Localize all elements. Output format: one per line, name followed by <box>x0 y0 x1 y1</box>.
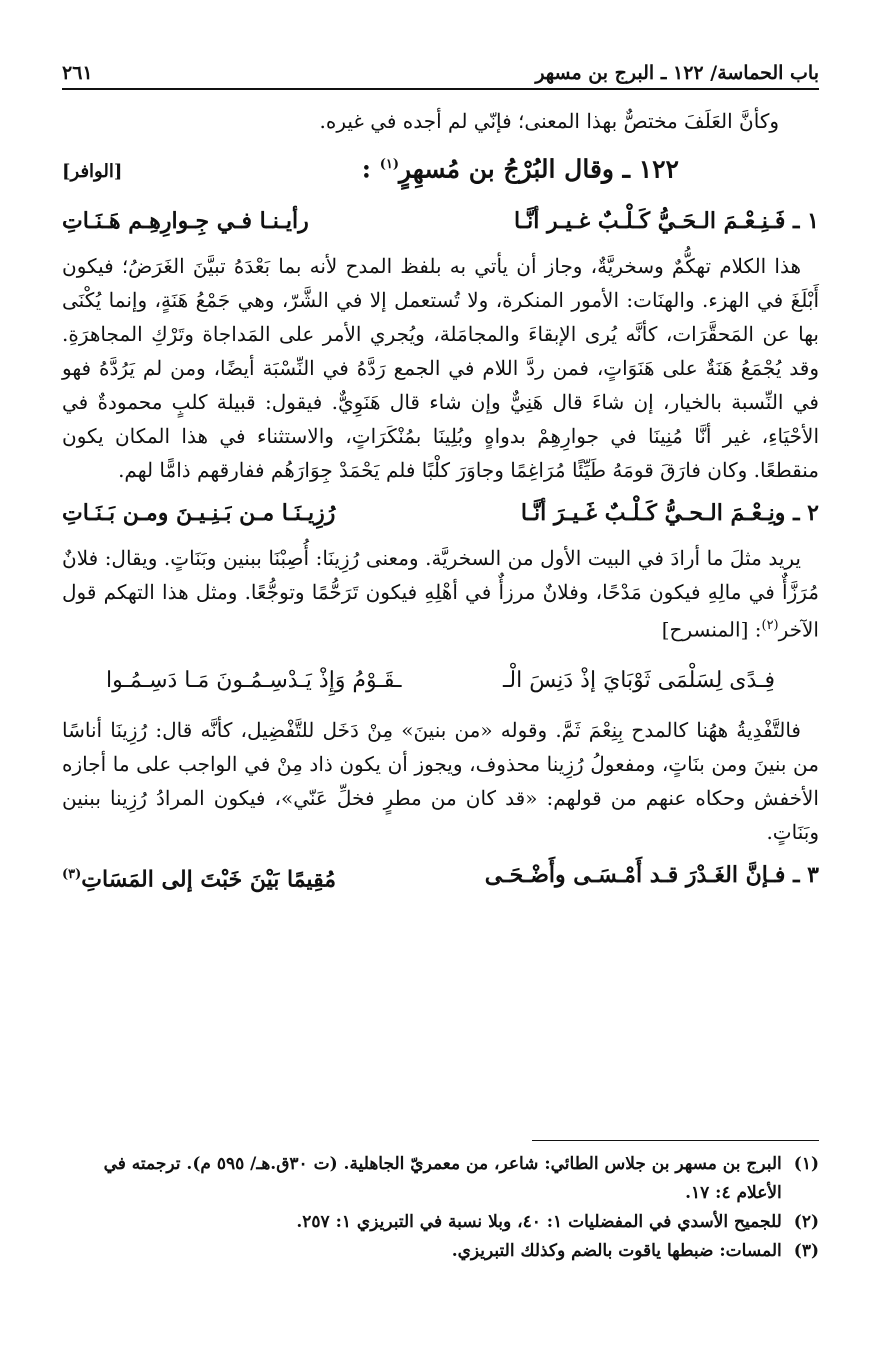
footnote-text: للجميح الأسدي في المفضليات ١: ٤٠، وبلا نسبة في التبريزي ١: ٢٥٧. <box>296 1212 782 1232</box>
footnote-text: البرج بن مسهر بن جلاس الطائي: شاعر، من معمريّ الجاهلية. (ت ٣٠ق.هـ/ ٥٩٥ م). ترجمته في الأعلام ٤: ١٧. <box>103 1154 782 1203</box>
section-heading <box>62 148 819 189</box>
verse-3 <box>62 855 819 899</box>
book-page <box>62 0 819 1366</box>
running-header <box>62 50 819 90</box>
verse-2-hemistich-2: رُزِيـنَـا مـن بَـنِـيـنَ ومـن بَـنَـاتِ <box>62 500 336 527</box>
quoted-verse-hemistich-2: ـقَـوْمُ وَإِذْ يَـدْسِـمُـونَ مَـا دَسِـمُـوا <box>106 667 402 693</box>
footnote-number: (١) <box>793 1154 819 1174</box>
footnote-ref-2: (٢) <box>761 618 779 634</box>
verse-1-hemistich-2: رأيـنـا فـي جِـوارِهِـم هَـنَـاتِ <box>62 208 309 235</box>
footnote-ref-3: (٣) <box>62 866 82 882</box>
page-number: ٢٦١ <box>62 62 93 84</box>
footnote-text: المسات: ضبطها ياقوت بالضم وكذلك التبريزي. <box>451 1241 782 1261</box>
verse-3-hemistich-2: مُقِيمًا بَيْنَ خَبْتَ إلى المَسَاتِ$^{(٣)}$ <box>62 866 336 893</box>
meter-label: [الوافر] <box>62 161 123 183</box>
verse-1 <box>62 201 819 241</box>
footnote-3 <box>62 1237 819 1266</box>
commentary-paragraph-2: يريد مثلَ ما أرادَ في البيت الأول من السخريَّة. ومعنى رُزِينَا: أُصِبْنَا ببنين وبَنَاتٍ. ويقال: فلانٌ مُرَزَّأٌ في مالِهِ فيكون مَدْحًا، وفلانٌ مرزأٌ في أهْلِهِ فيكون تَرَحُّمًا وتوجُّعًا. ومثل هذا التهكم قول الآخر$^{(٢)}$: [المنسرح] <box>62 546 819 642</box>
verse-1-hemistich-1: ١ ـ فَـنِـعْـمَ الـحَـيُّ كَـلْـبٌ غـيـر أنَّـا <box>513 208 819 235</box>
commentary-paragraph-3: فالتَّفْدِيةُ ههُنا كالمدح بِنِعْمَ ثَمَّ. وقوله «من بنينَ» مِنْ دَخَل للتَّفْضِيل، كأنَّه قال: رُزِينَا أناسًا من بنينَ ومن بنَاتٍ، ومفعولُ رُزِينا محذوف، ويجوز أن يكون ذاد مِنْ في الواجب على ما أجازه الأخفش وحكاه عنهم من قولهم: «قد كان من مطرٍ فخلِّ عَنّي»، فيكون المرادُ رُزِينا ببنين وبَنَاتٍ. <box>62 717 819 844</box>
verse-2 <box>62 493 819 533</box>
footnote-1 <box>62 1150 819 1208</box>
verse-2-hemistich-1: ٢ ـ ونِـعْـمَ الـحـيُّ كَـلْـبٌ غَـيـرَ أنَّـا <box>520 500 819 527</box>
quoted-verse-hemistich-1: فِـدًى لِسَلْمَى ثَوْبَايَ إذْ دَنِسَ الْـ <box>502 667 775 693</box>
footnote-number: (٣) <box>793 1241 819 1261</box>
intro-line: وكأنَّ العَلَفَ مختصٌّ بهذا المعنى؛ فإنّي لم أجده في غيره. <box>319 109 779 133</box>
footnote-ref-1: (١) <box>379 157 400 172</box>
footnote-2 <box>62 1208 819 1237</box>
running-title: باب الحماسة/ ١٢٢ ـ البرج بن مسهر <box>535 62 819 84</box>
section-title: ١٢٢ ـ وقال البُرْجُ بن مُسهِرٍ$^{(١)}$ : <box>361 154 679 184</box>
footnotes <box>62 1150 819 1266</box>
main-text <box>62 104 819 907</box>
footnote-number: (٢) <box>793 1212 819 1232</box>
quoted-verse <box>62 661 819 701</box>
verse-3-hemistich-1: ٣ ـ فـإنَّ الغَـدْرَ قـد أَمْـسَـى وأَضْـحَـى <box>484 861 819 888</box>
commentary-paragraph-1: هذا الكلام تهكُّمٌ وسخريَّةٌ، وجاز أن يأتي به بلفظ المدح لأنه بما بَعْدَهُ تبيَّنَ الغَرَضُ؛ فيكون أَبْلَغَ في الهزء. والهنَات: الأمور المنكرة، ولا تُستعمل إلا في الشَّرّ، وهي جَمْعُ هَنَةٍ، وإنما يُكْنَى بها عن المَحقَّرَات، كأنَّه يُرى الإبقاءَ والمجامَلة، ويُجري الأمر على المَداجاة وتَرْكِ المجاهرَةِ. وقد يُجْمَعُ هَنَةٌ على هَنَوَاتٍ، فمن ردَّ اللام في الجمع رَدَّهُ في النِّسْبَة أيضًا، ومن لم يَرُدَّهُ فهو في النِّسبة بالخيار، إن شاءَ قال هَنِيٌّ وإن شاء قال هَنَوِيٌّ. فيقول: قبيلة كلبٍ محمودةٌ في الأحْيَاءِ، غير أنَّا مُنِينَا في جوارِهِمْ بدواهٍ وبُلِينَا بمُنْكَرَاتٍ، والاستثناء في هذا المكان يكون منقطعًا. وكان فارَقَ قومَهُ طَيِّئًا مُرَاغِمًا وجاوَرَ كلْبًا فلم يَحْمَدْ جِوَارَهُم ففارقهم ذامًّا لهم. <box>62 254 820 483</box>
footnote-divider <box>532 1140 819 1141</box>
